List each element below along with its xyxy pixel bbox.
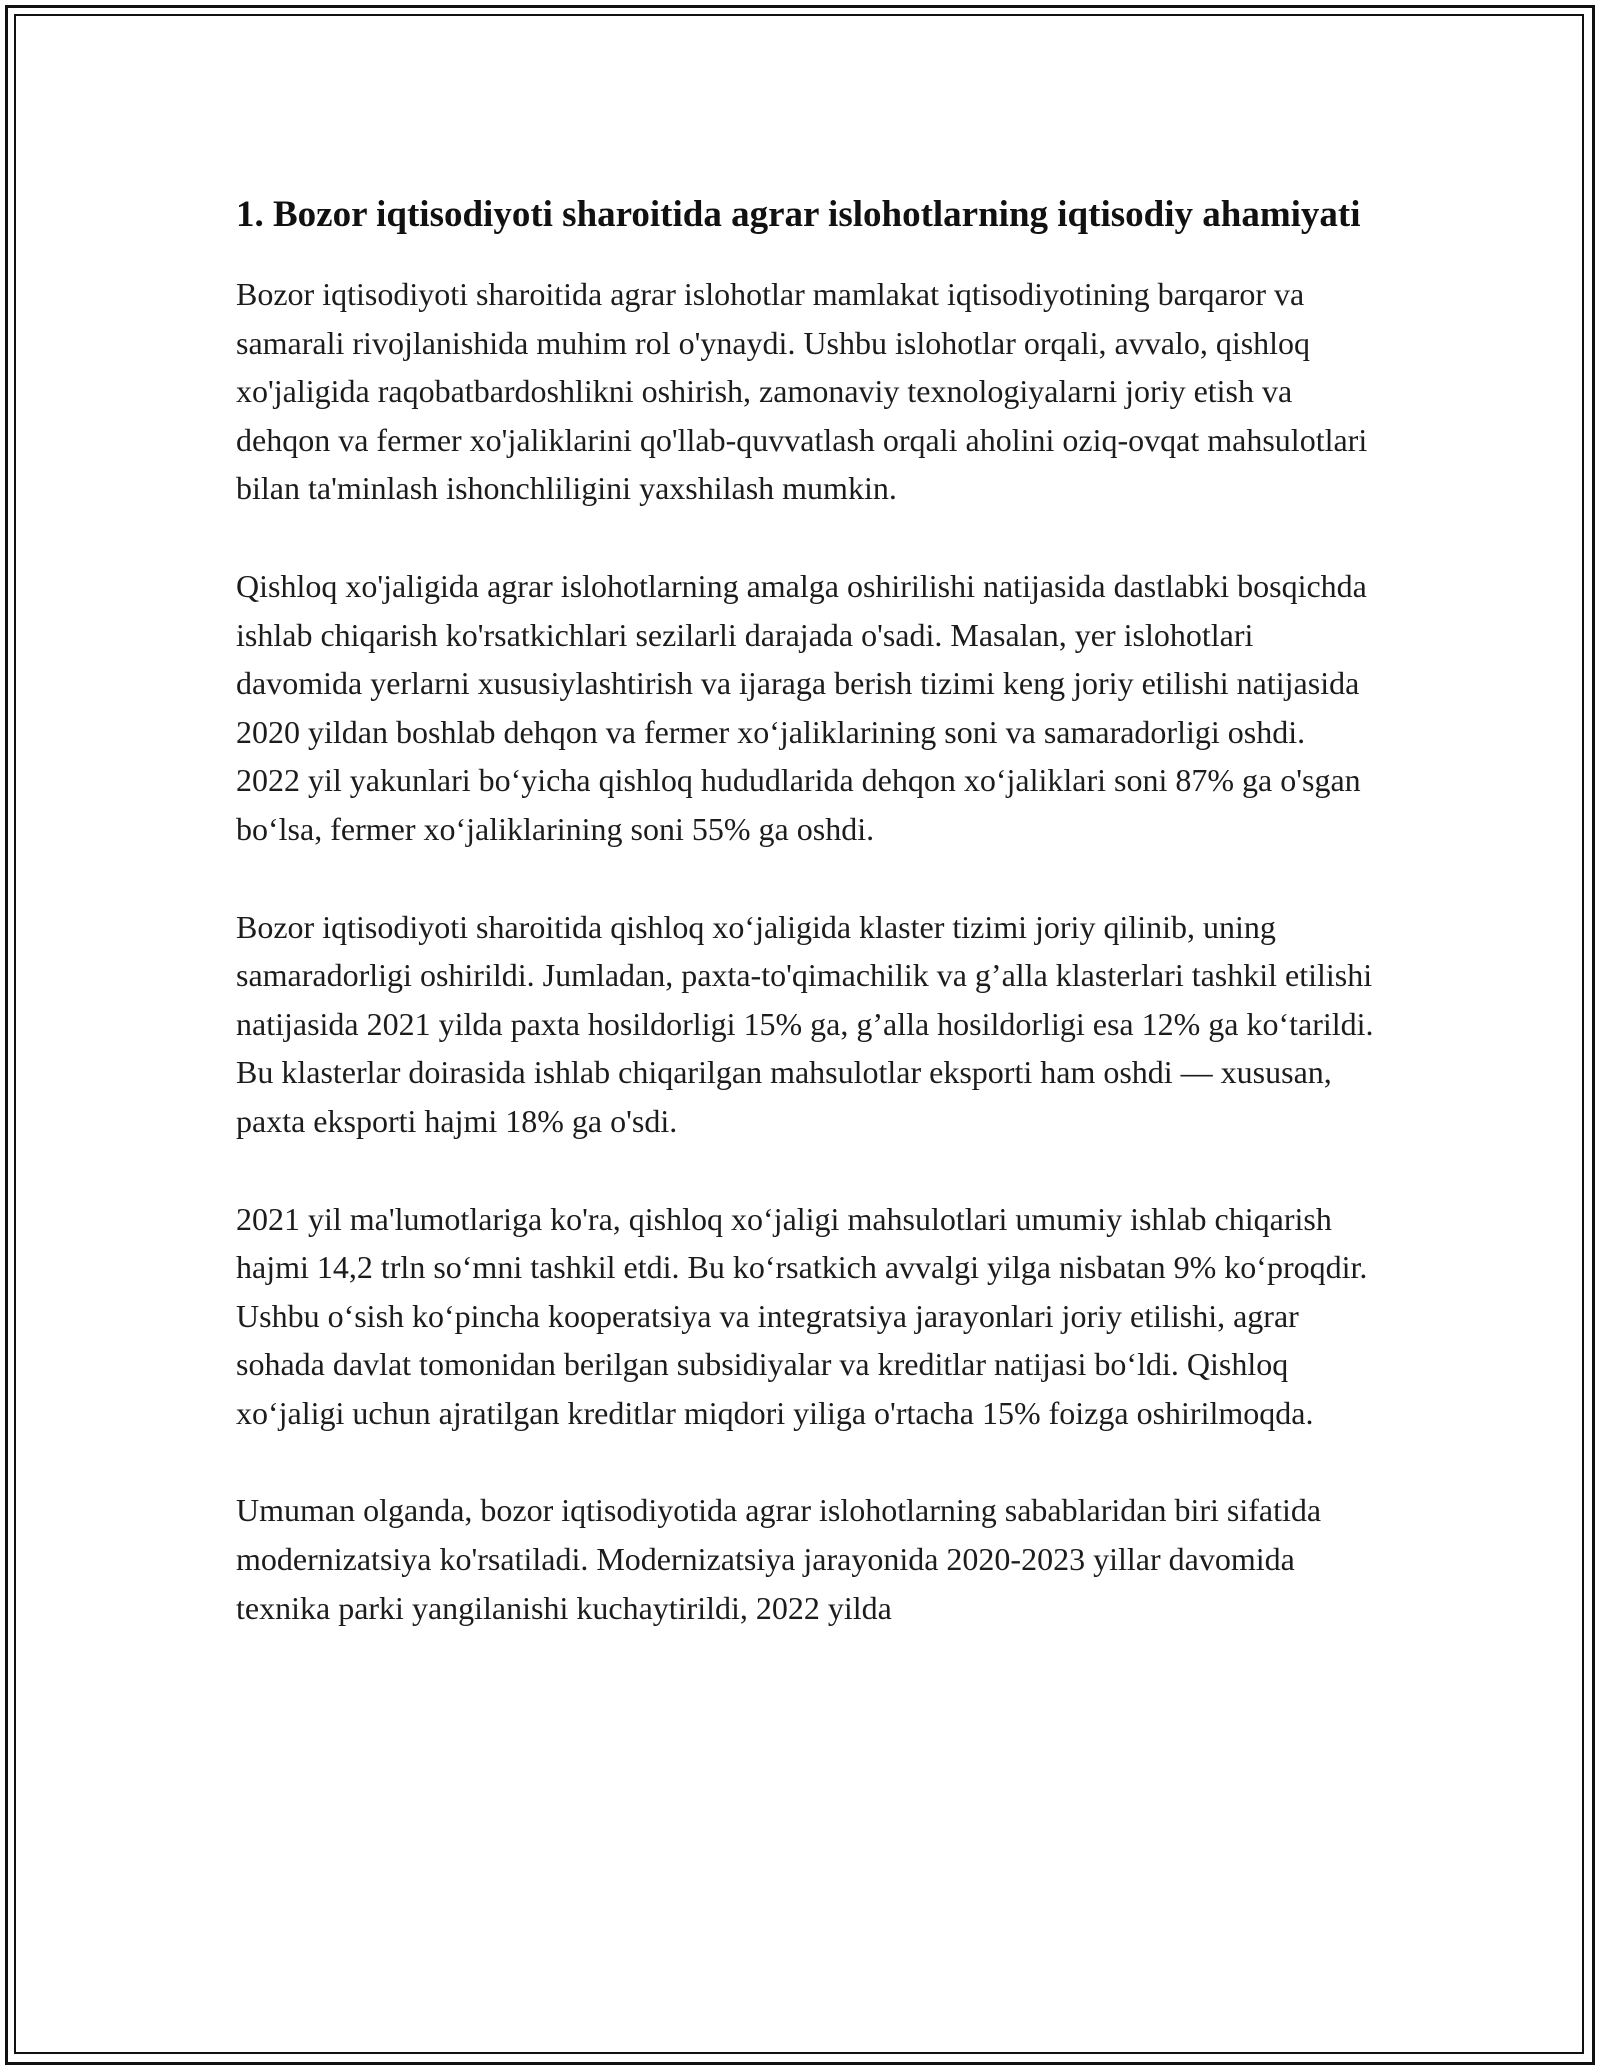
section-heading: 1. Bozor iqtisodiyoti sharoitida agrar islohotlarning iqtisodiy ahamiyati <box>236 194 1361 235</box>
paragraph-1: Bozor iqtisodiyoti sharoitida agrar islohotlar mamlakat iqtisodiyotining barqaror va samarali rivojlanishida muhim rol o'ynaydi. Ushbu islohotlar orqali, avvalo, qishloq xo'jaligida raqobatbardoshlikni oshirish, zamonaviy texnologiyalarni joriy etish va dehqon va fermer xo'jaliklarini qo'llab-quvvatlash orqali aholini oziq-ovqat mahsulotlari bilan ta'minlash ishonchliligini yaxshilash mumkin. <box>236 276 1368 507</box>
paragraph-4: 2021 yil ma'lumotlariga ko'ra, qishloq xo‘jaligi mahsulotlari umumiy ishlab chiqarish hajmi 14,2 trln so‘mni tashkil etdi. Bu ko‘rsatkich avvalgi yilga nisbatan 9% ko‘proqdir. Ushbu o‘sish ko‘pincha kooperatsiya va integratsiya jarayonlari joriy etilishi, agrar sohada davlat tomonidan berilgan subsidiyalar va kreditlar natijasi bo‘ldi. Qishloq xo‘jaligi uchun ajratilgan kreditlar miqdori yiliga o'rtacha 15% foizga oshirilmoqda. <box>236 1200 1368 1431</box>
paragraph-5: Umuman olganda, bozor iqtisodiyotida agrar islohotlarning sabablaridan biri sifatida modernizatsiya ko'rsatiladi. Modernizatsiya jarayonida 2020-2023 yillar davomida texnika parki yangilanishi kuchaytirildi, 2022 yilda <box>236 1492 1322 1626</box>
paragraph-2: Qishloq xo'jaligida agrar islohotlarning amalga oshirilishi natijasida dastlabki bosqichda ishlab chiqarish ko'rsatkichlari sezilarli darajada o'sadi. Masalan, yer islohotlari davomida yerlarni xususiylashtirish va ijaraga berish tizimi keng joriy etilishi natijasida 2020 yildan boshlab dehqon va fermer xo‘jaliklarining soni va samaradorligi oshdi. 2022 yil yakunlari bo‘yicha qishloq hududlarida dehqon xo‘jaliklari soni 87% ga o'sgan bo‘lsa, fermer xo‘jaliklarining soni 55% ga oshdi. <box>236 567 1367 847</box>
paragraph-3: Bozor iqtisodiyoti sharoitida qishloq xo‘jaligida klaster tizimi joriy qilinib, uning samaradorligi oshirildi. Jumladan, paxta-to'qimachilik va g’alla klasterlari tashkil etilishi natijasida 2021 yilda paxta hosildorligi 15% ga, g’alla hosildorligi esa 12% ga ko‘tarildi. Bu klasterlar doirasida ishlab chiqarilgan mahsulotlar eksporti ham oshdi — xususan, paxta eksporti hajmi 18% ga o'sdi. <box>236 908 1374 1139</box>
document-body <box>236 188 1376 1681</box>
